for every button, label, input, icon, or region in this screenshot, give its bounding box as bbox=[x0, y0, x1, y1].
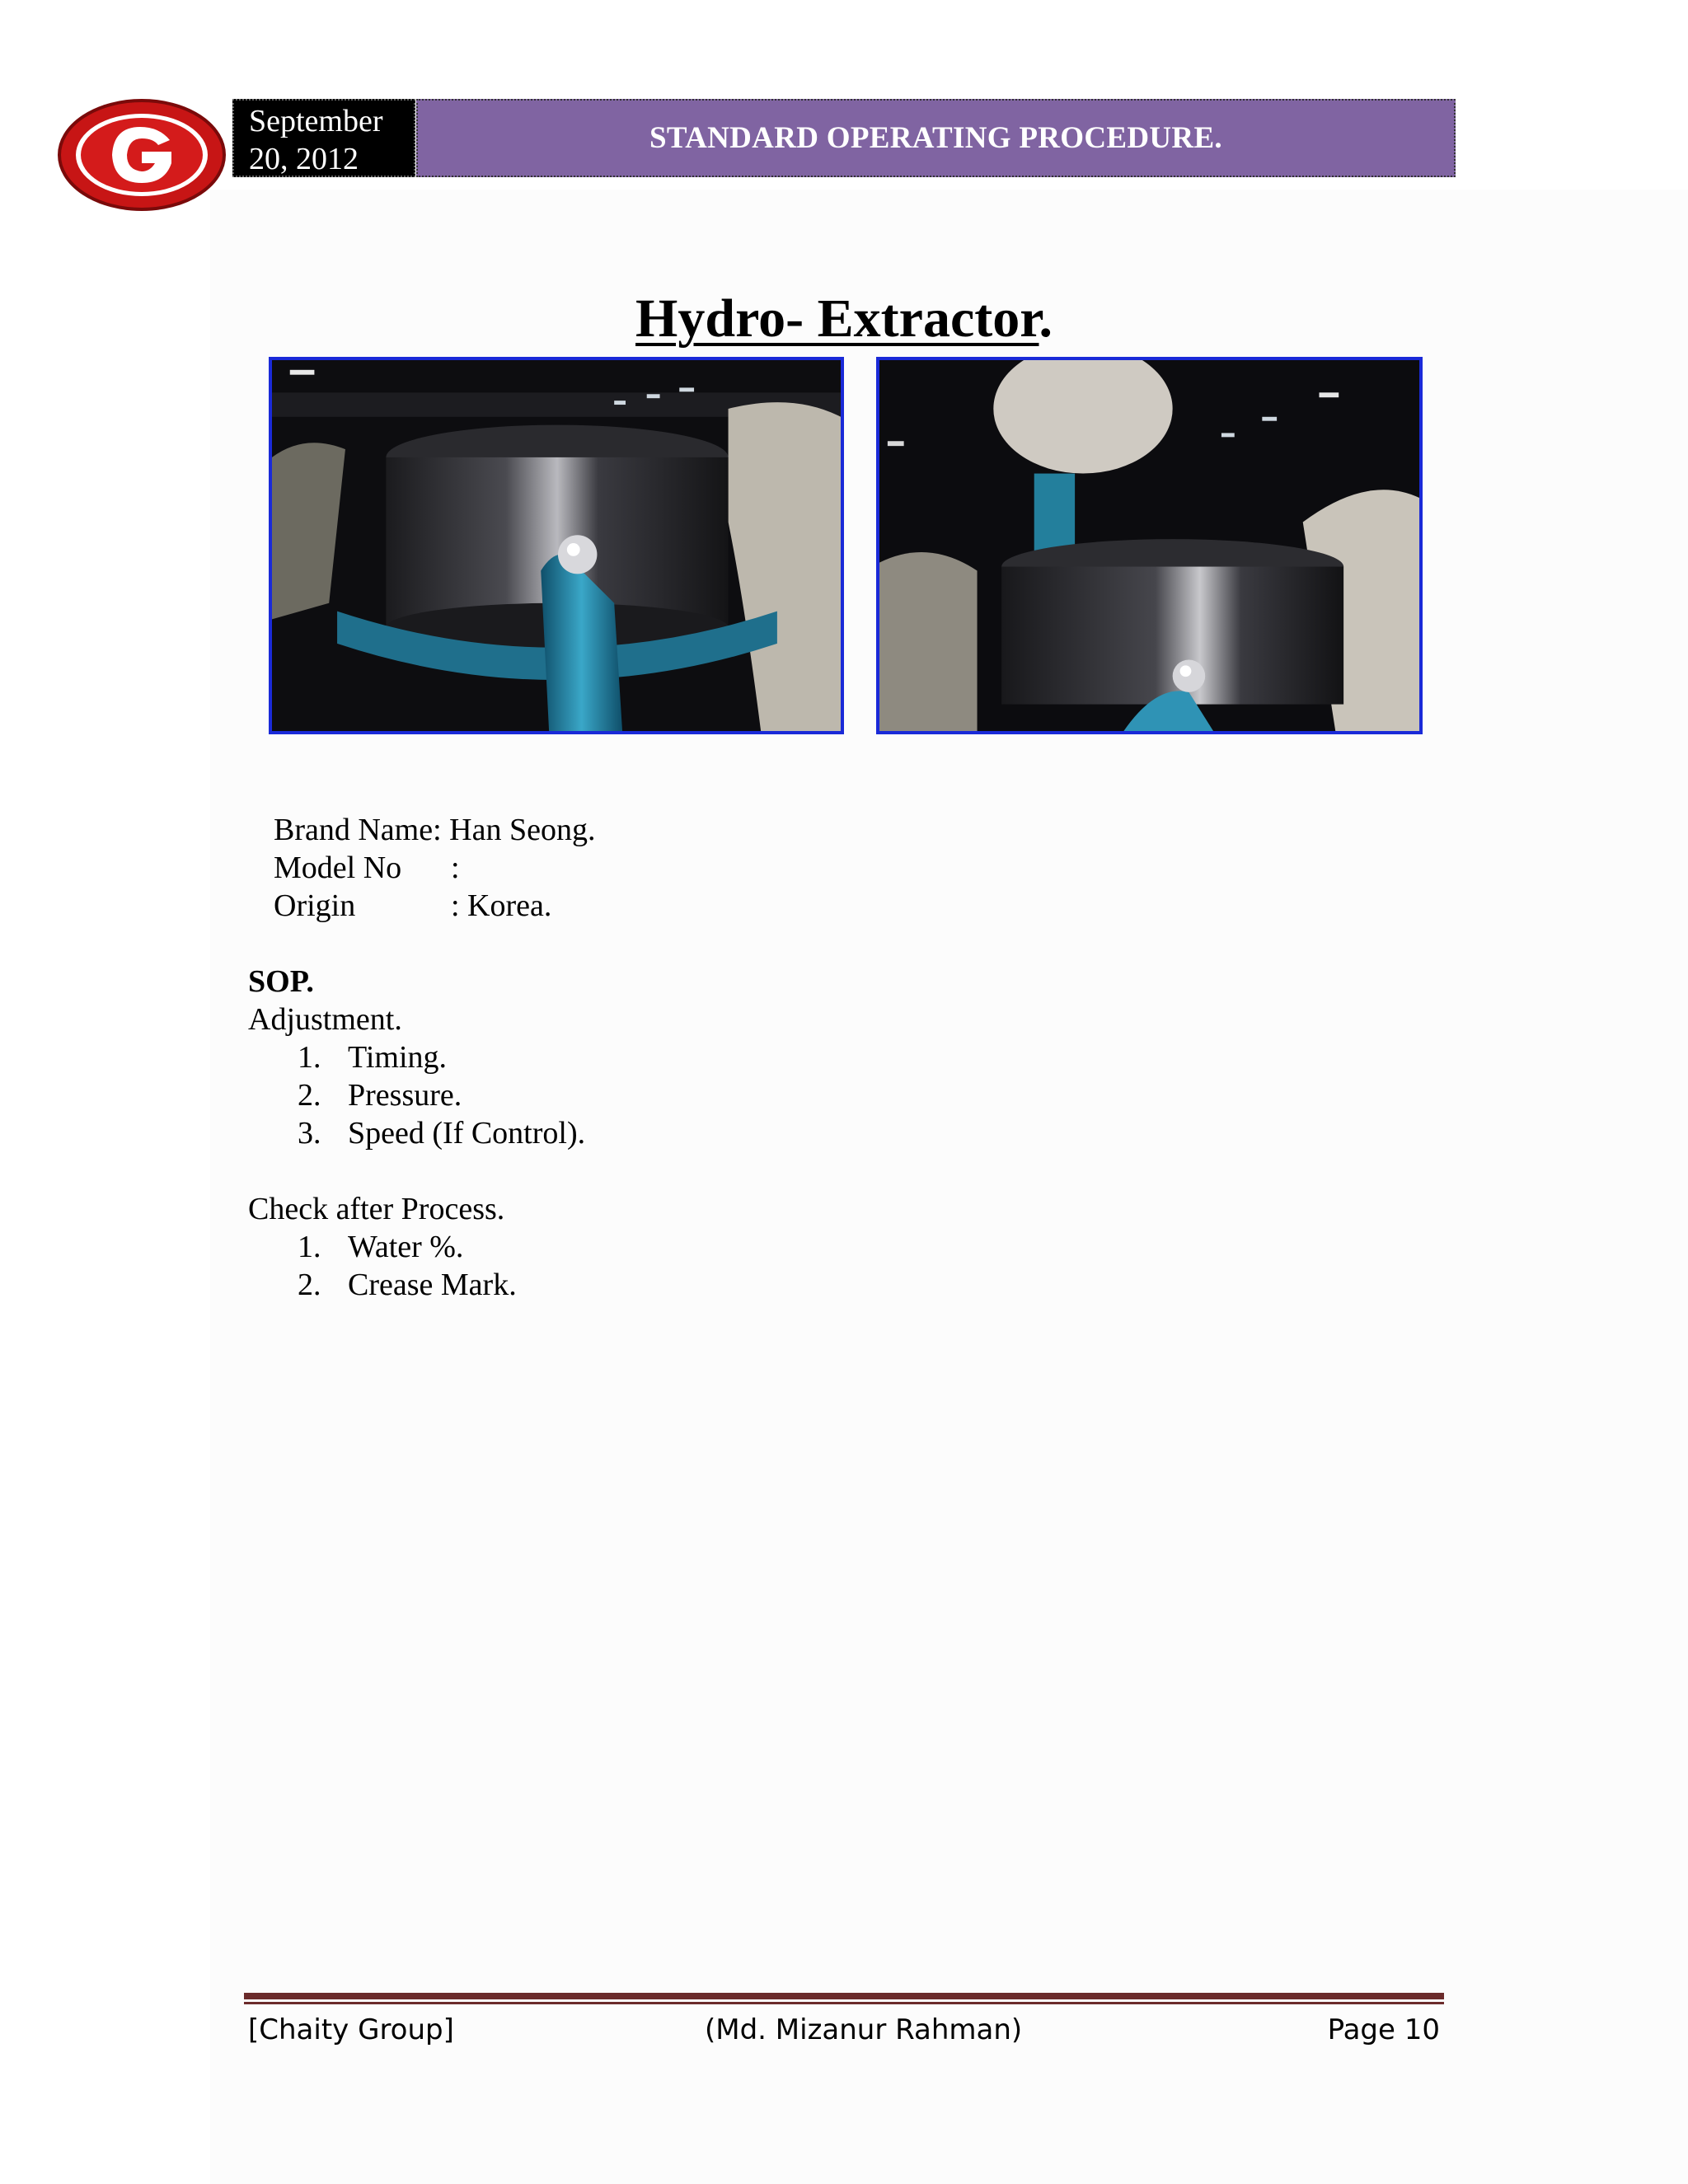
spec-label: Model No bbox=[274, 851, 402, 885]
adjustment-heading: Adjustment. bbox=[248, 1002, 402, 1037]
list-text: Water %. bbox=[348, 1230, 464, 1264]
date-line-2: 20, 2012 bbox=[249, 142, 359, 176]
spec-label: Origin bbox=[274, 888, 356, 923]
spec-model bbox=[274, 849, 595, 887]
list-number: 1. bbox=[298, 1230, 321, 1264]
spec-brand bbox=[274, 811, 595, 849]
page-title bbox=[0, 282, 1688, 356]
page-footer bbox=[248, 2007, 1440, 2053]
check-list bbox=[248, 1228, 1402, 1304]
list-number: 2. bbox=[298, 1078, 321, 1113]
check-heading: Check after Process. bbox=[248, 1192, 505, 1226]
adjustment-list bbox=[248, 1038, 1402, 1152]
spec-label: Brand Name bbox=[274, 813, 434, 847]
spec-value: : Han Seong. bbox=[433, 813, 596, 847]
list-number: 2. bbox=[298, 1268, 321, 1302]
list-item bbox=[248, 1114, 1402, 1152]
footer-divider bbox=[244, 1993, 1444, 1999]
sop-section bbox=[248, 963, 1402, 1304]
spec-value: : Korea. bbox=[451, 888, 552, 923]
machine-photo-front bbox=[269, 357, 844, 734]
spec-value: : bbox=[451, 851, 460, 885]
company-logo bbox=[56, 97, 227, 213]
document-date bbox=[232, 99, 415, 177]
list-number: 1. bbox=[298, 1040, 321, 1075]
footer-divider-thin bbox=[244, 2002, 1444, 2004]
list-text: Crease Mark. bbox=[348, 1268, 517, 1302]
list-number: 3. bbox=[298, 1116, 321, 1151]
footer-page-number: Page 10 bbox=[1327, 2013, 1440, 2046]
footer-author: (Md. Mizanur Rahman) bbox=[705, 2013, 1023, 2046]
date-line-1: September bbox=[249, 104, 383, 138]
title-period: . bbox=[1039, 288, 1053, 349]
header-banner bbox=[416, 99, 1456, 177]
header-banner-text: STANDARD OPERATING PROCEDURE. bbox=[649, 121, 1222, 155]
list-item bbox=[248, 1038, 1402, 1076]
machine-specs bbox=[274, 811, 595, 925]
machine-photo-side bbox=[876, 357, 1423, 734]
list-item bbox=[248, 1076, 1402, 1114]
list-text: Speed (If Control). bbox=[348, 1116, 586, 1151]
list-item bbox=[248, 1228, 1402, 1266]
section-gap bbox=[248, 1152, 1402, 1190]
title-text: Hydro- Extractor bbox=[635, 288, 1039, 349]
sop-heading: SOP. bbox=[248, 964, 314, 999]
footer-company: [Chaity Group] bbox=[248, 2013, 454, 2046]
spec-origin bbox=[274, 887, 595, 925]
list-item bbox=[248, 1266, 1402, 1304]
list-text: Timing. bbox=[348, 1040, 448, 1075]
list-text: Pressure. bbox=[348, 1078, 462, 1113]
